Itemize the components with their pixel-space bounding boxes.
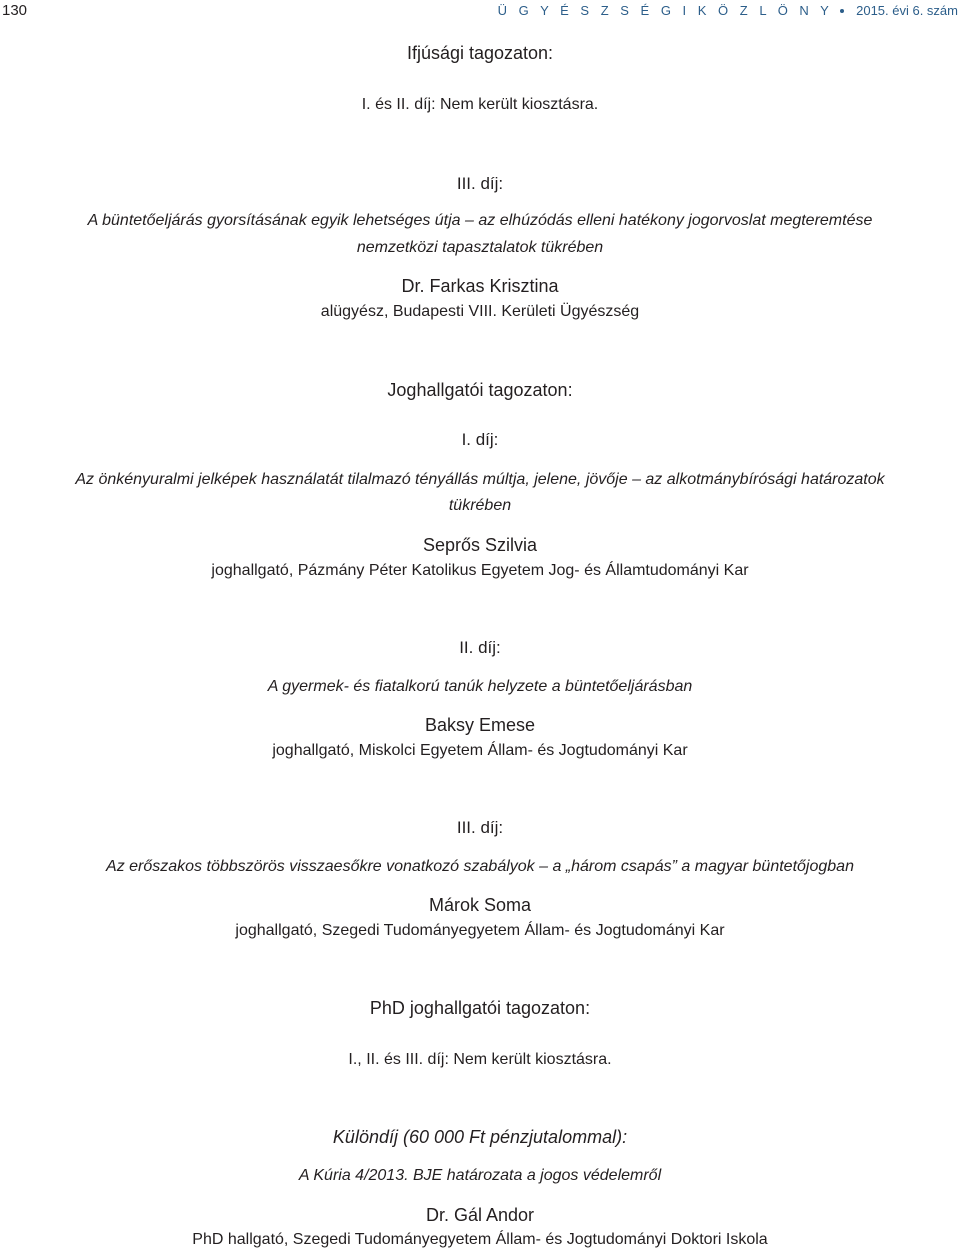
special-title: A Kúria 4/2013. BJE határozata a jogos védelemről [298,1167,662,1184]
section-heading-special: Különdíj (60 000 Ft pénzjutalommal): [332,1127,628,1147]
joghallgatoi-second-title: A gyermek- és fiatalkorú tanúk helyzete a büntetőeljárásban [267,678,693,695]
ifjusagi-third-affiliation: alügyész, Budapesti VIII. Kerületi Ügyészség [320,303,640,320]
section-heading-phd: PhD joghallgatói tagozaton: [369,998,591,1018]
joghallgatoi-first-name: Seprős Szilvia [422,535,538,555]
bullet-separator [840,9,844,13]
ifjusagi-third-title-line2: nemzetközi tapasztalatok tükrében [356,239,604,256]
page-header [0,0,960,26]
joghallgatoi-first-prize: I. díj: [461,430,499,449]
phd-not-awarded: I., II. és III. díj: Nem került kiosztásra. [348,1051,612,1068]
special-name: Dr. Gál Andor [425,1205,535,1225]
ifjusagi-third-prize: III. díj: [456,174,504,193]
joghallgatoi-third-affiliation: joghallgató, Szegedi Tudományegyetem Állam- és Jogtudományi Kar [235,922,725,939]
ifjusagi-third-title-line1: A büntetőeljárás gyorsításának egyik lehetséges útja – az elhúzódás elleni hatékony jogorvoslat megteremtése [87,212,873,229]
joghallgatoi-second-affiliation: joghallgató, Miskolci Egyetem Állam- és Jogtudományi Kar [272,742,688,759]
journal-name: Ü G Y É S Z S É G I K Ö Z L Ö N Y [497,3,833,18]
joghallgatoi-first-title-line1: Az önkényuralmi jelképek használatát tilalmazó tényállás múltja, jelene, jövője – az alkotmánybírósági határozatok [75,471,885,488]
joghallgatoi-third-name: Márok Soma [428,895,532,915]
page-number: 130 [2,2,28,19]
running-head [498,0,958,22]
joghallgatoi-second-prize: II. díj: [459,638,501,657]
special-affiliation: PhD hallgató, Szegedi Tudományegyetem Állam- és Jogtudományi Doktori Iskola [192,1231,768,1248]
joghallgatoi-third-title: Az erőszakos többszörös visszaesőkre vonatkozó szabályok – a „három csapás” a magyar büntetőjogban [106,858,854,875]
ifjusagi-not-awarded: I. és II. díj: Nem került kiosztásra. [361,96,599,113]
joghallgatoi-second-name: Baksy Emese [424,715,536,735]
section-heading-ifjusagi: Ifjúsági tagozaton: [406,43,554,63]
section-heading-joghallgatoi: Joghallgatói tagozaton: [387,380,573,400]
joghallgatoi-first-title-line2: tükrében [448,497,512,514]
ifjusagi-third-name: Dr. Farkas Krisztina [401,276,559,296]
issue-label: 2015. évi 6. szám [856,3,958,18]
joghallgatoi-first-affiliation: joghallgató, Pázmány Péter Katolikus Egyetem Jog- és Államtudományi Kar [211,562,749,579]
joghallgatoi-third-prize: III. díj: [456,818,504,837]
